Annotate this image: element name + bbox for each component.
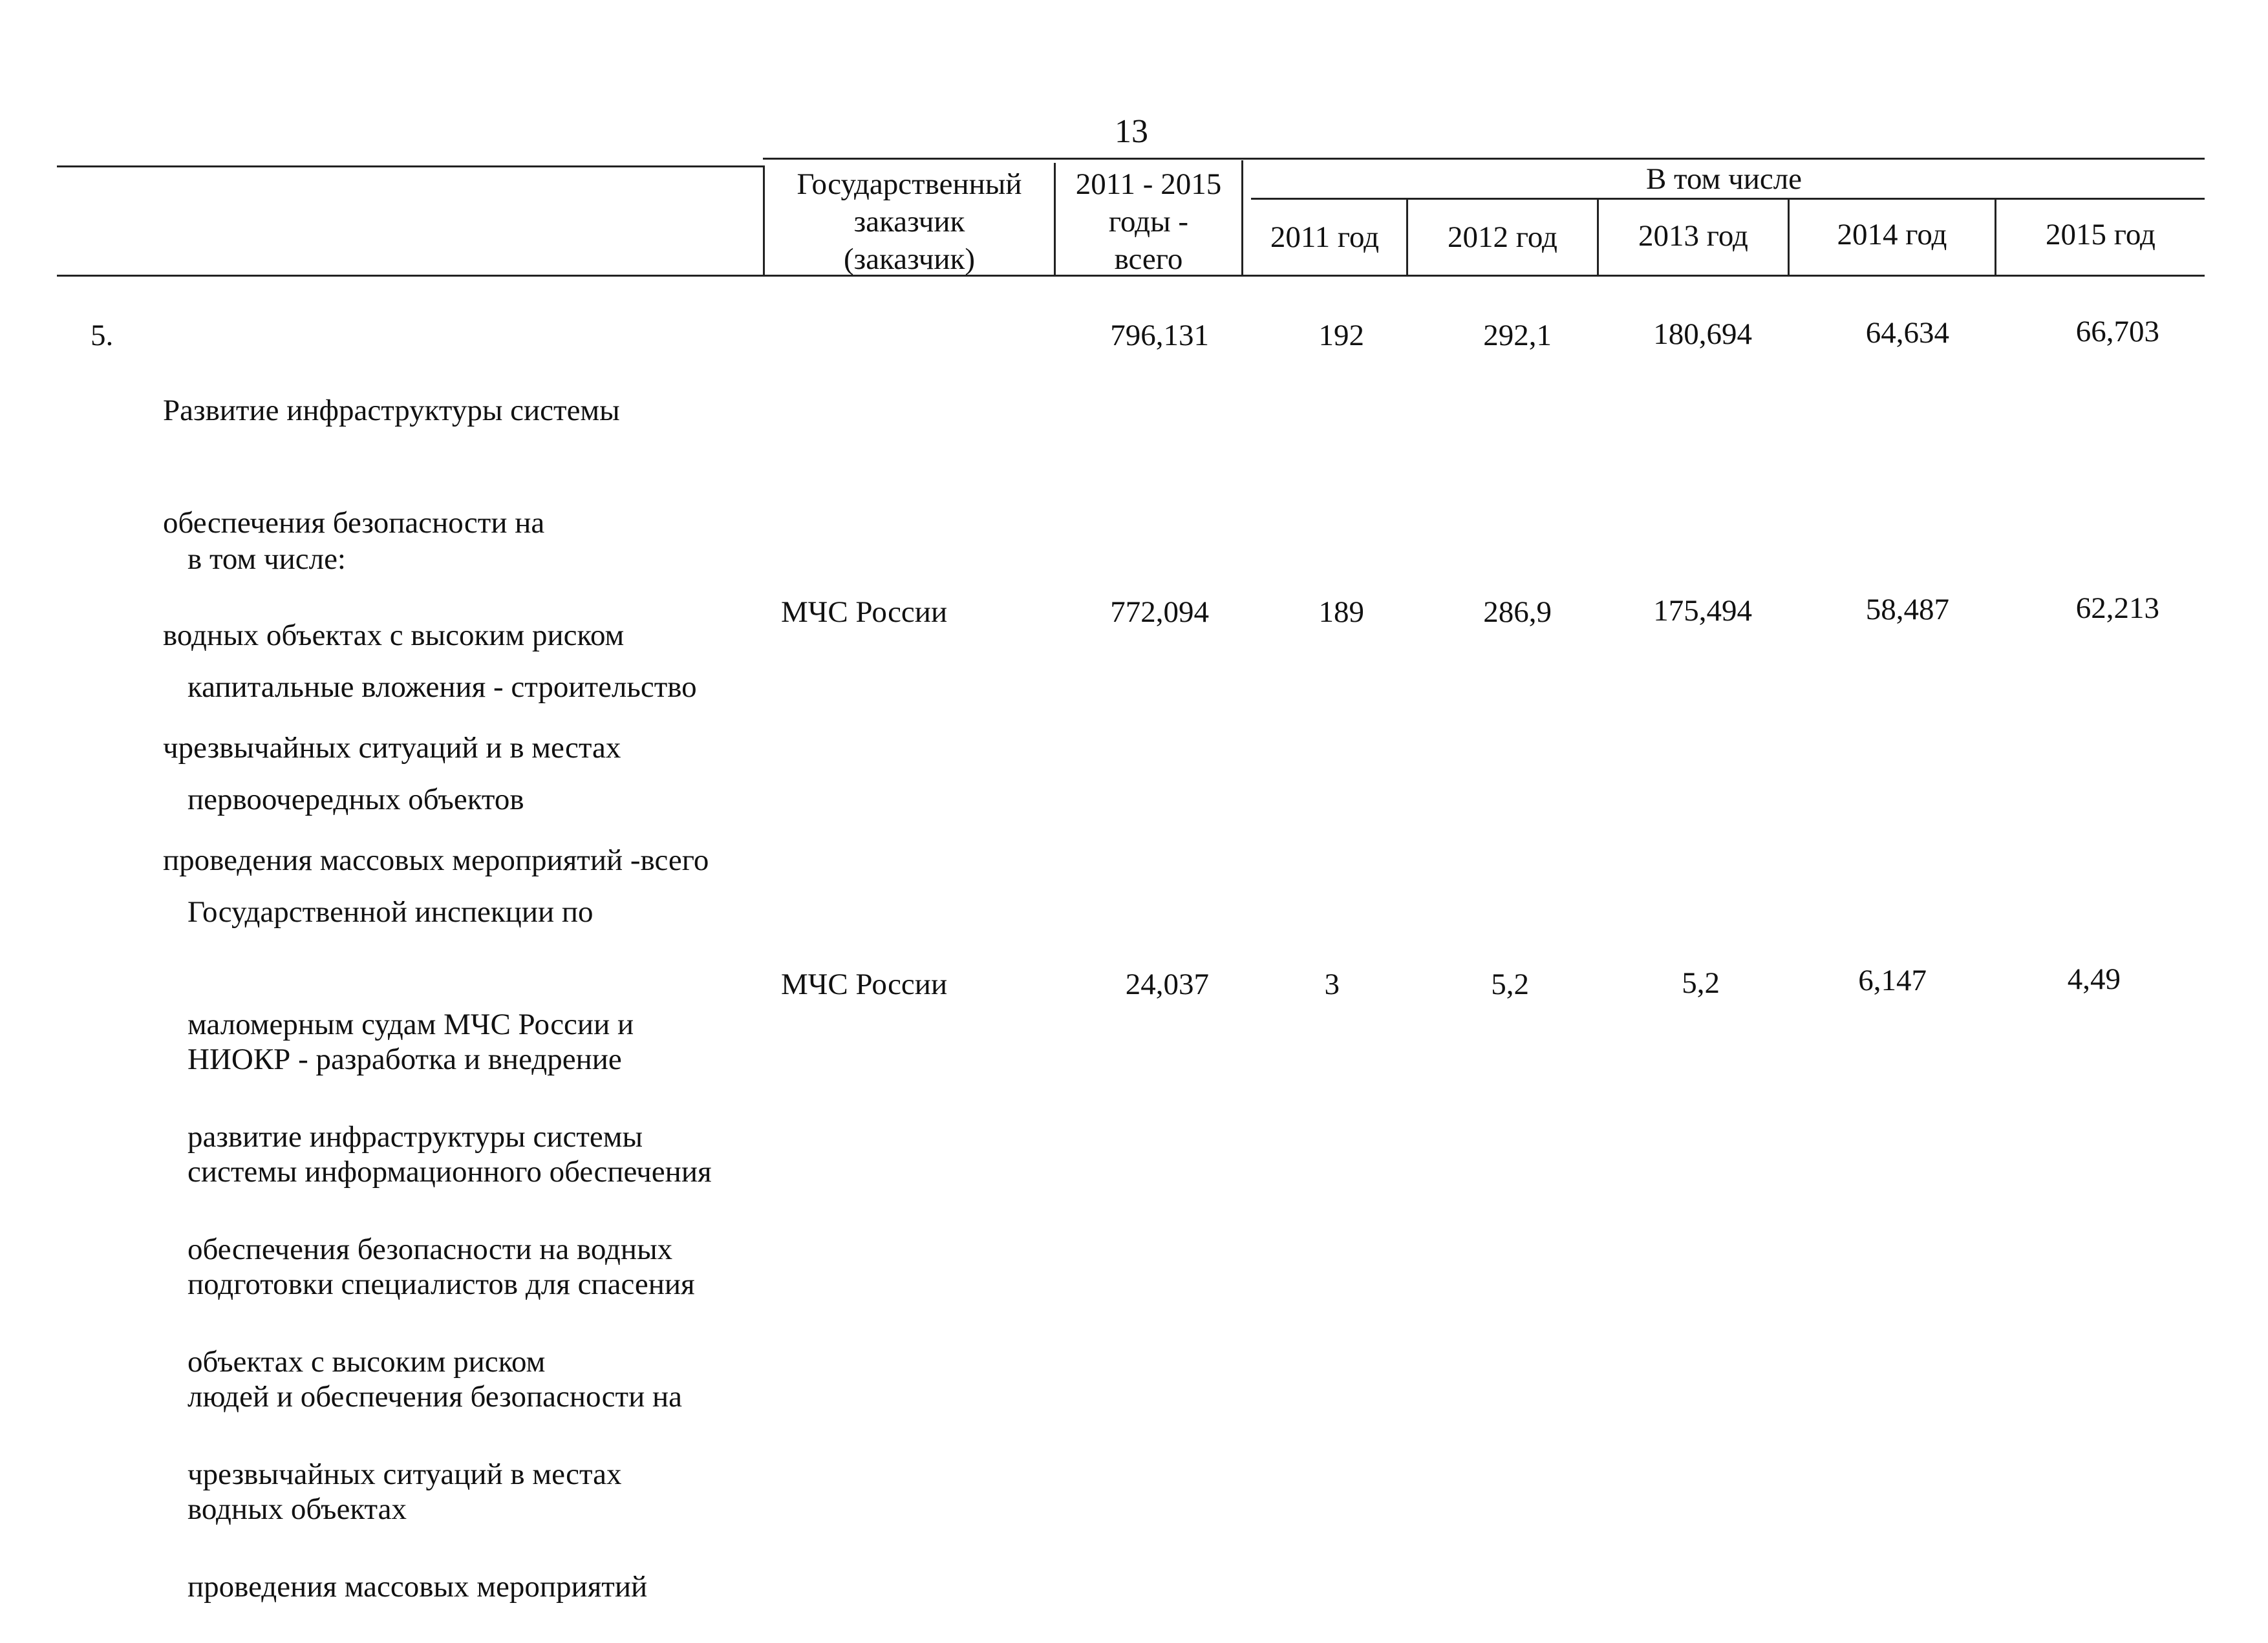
header-year-2013: 2013 год	[1638, 219, 1748, 253]
capital-total: 772,094	[1110, 595, 1209, 629]
row-5-line-3: водных объектах с высоким риском	[163, 619, 625, 652]
rnd-line-2: системы информационного обеспечения	[187, 1155, 712, 1189]
row-5-line-1: Развитие инфраструктуры системы	[163, 394, 620, 427]
capital-line-3: Государственной инспекции по	[187, 895, 594, 929]
rnd-line-1: НИОКР - разработка и внедрение	[187, 1043, 622, 1076]
header-year-2014: 2014 год	[1837, 218, 1947, 251]
header-top-rule-left	[57, 165, 763, 167]
rnd-line-4: людей и обеспечения безопасности на	[187, 1380, 682, 1414]
rnd-2012: 5,2	[1491, 968, 1529, 1001]
rnd-description	[187, 966, 712, 1565]
page-number: 13	[1115, 113, 1148, 150]
header-total-line-3: всего	[1114, 242, 1183, 276]
capital-line-6: обеспечения безопасности на водных	[187, 1233, 673, 1266]
row-5-line-5: проведения массовых мероприятий -всего	[163, 843, 709, 877]
header-subrule	[1251, 198, 2205, 200]
row-5-number: 5.	[91, 319, 114, 352]
header-including: В том числе	[1645, 162, 1803, 196]
capital-line-9: проведения массовых мероприятий	[187, 1570, 648, 1604]
header-top-rule-right	[763, 158, 2205, 160]
capital-line-8: чрезвычайных ситуаций в местах	[187, 1458, 622, 1491]
rnd-2013: 5,2	[1682, 966, 1720, 1000]
row-5-total: 796,131	[1110, 319, 1209, 352]
header-year-2012: 2012 год	[1448, 220, 1557, 254]
header-total-line-2: годы -	[1108, 205, 1189, 238]
rnd-total: 24,037	[1125, 968, 1209, 1001]
capital-line-2: первоочередных объектов	[187, 783, 524, 816]
capital-2012: 286,9	[1483, 595, 1552, 629]
rnd-2014: 6,147	[1858, 964, 1927, 997]
header-year-2011: 2011 год	[1270, 220, 1380, 254]
header-customer-line-3: (заказчик)	[844, 242, 975, 276]
capital-2015: 62,213	[2075, 591, 2159, 625]
capital-2014: 58,487	[1865, 593, 1949, 626]
row-5-line-2: обеспечения безопасности на	[163, 506, 545, 540]
rnd-2015: 4,49	[2067, 962, 2121, 996]
row-5-2013: 180,694	[1653, 317, 1752, 351]
row-5-2011: 192	[1318, 319, 1364, 352]
header-customer-line-2: заказчик	[853, 205, 965, 238]
header-total-line-1: 2011 - 2015	[1075, 167, 1222, 201]
capital-line-1: капитальные вложения - строительство	[187, 670, 697, 704]
capital-line-4: маломерным судам МЧС России и	[187, 1008, 634, 1041]
capital-customer: МЧС России	[781, 595, 948, 629]
row-5-2012: 292,1	[1483, 319, 1552, 352]
rnd-2011: 3	[1324, 968, 1340, 1001]
row-5-2015: 66,703	[2075, 315, 2159, 348]
header-customer	[765, 165, 1054, 278]
header-year-2015: 2015 год	[2046, 218, 2156, 251]
rnd-customer: МЧС России	[781, 968, 948, 1001]
rnd-line-5: водных объектах	[187, 1492, 407, 1526]
header-customer-line-1: Государственный	[797, 167, 1022, 201]
capital-2013: 175,494	[1653, 594, 1752, 628]
rnd-line-3: подготовки специалистов для спасения	[187, 1267, 695, 1301]
capital-2011: 189	[1318, 595, 1364, 629]
row-5-2014: 64,634	[1865, 316, 1949, 350]
capital-line-7: объектах с высоким риском	[187, 1345, 546, 1379]
including-label: в том числе:	[187, 542, 346, 576]
capital-line-5: развитие инфраструктуры системы	[187, 1120, 643, 1154]
row-5-line-4: чрезвычайных ситуаций и в местах	[163, 731, 621, 765]
header-total	[1056, 165, 1241, 278]
